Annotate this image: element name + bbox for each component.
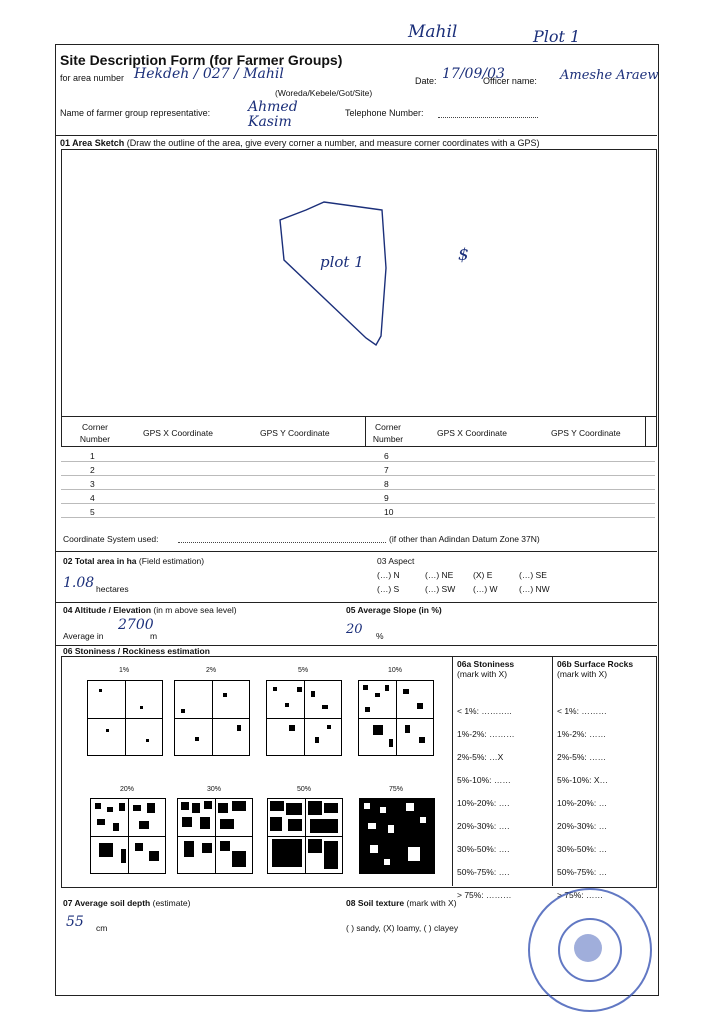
corner-1: 1: [90, 451, 95, 461]
date-value: 17/09/03: [442, 66, 505, 82]
s04-prefix: Average in: [63, 631, 104, 641]
aspect-options: [377, 570, 565, 594]
grid-label-1: 1%: [118, 667, 130, 674]
s08-header: [346, 898, 457, 908]
coord-h-y-left: GPS Y Coordinate: [260, 428, 330, 438]
rocks-2-5[interactable]: 2%-5%: ……: [557, 752, 607, 762]
s03-title: 03 Aspect: [377, 556, 415, 566]
stoniness-1-2[interactable]: 1%-2%: ………: [457, 729, 515, 739]
area-number-label: for area number: [60, 73, 125, 83]
corner-6: 6: [384, 451, 389, 461]
s07-unit: cm: [96, 923, 108, 933]
s04-header: [63, 605, 237, 615]
handwritten-site-name: Mahil: [408, 22, 458, 42]
grid-label-75: 75%: [388, 786, 403, 793]
s06a-title: 06a Stoniness: [457, 659, 515, 669]
s01-header: [60, 138, 539, 148]
s07-title: 07 Average soil depth: [63, 898, 151, 908]
corner-7: 7: [384, 465, 389, 475]
form-title: Site Description Form (for Farmer Groups): [60, 52, 343, 68]
grid-label-30: 30%: [206, 786, 221, 793]
corner-10: 10: [384, 507, 394, 517]
stone-grid-20pct: [90, 798, 166, 874]
s06a-header: [457, 659, 514, 679]
stoniness-gt75[interactable]: > 75%: ………: [457, 890, 512, 900]
s04-title: 04 Altitude / Elevation: [63, 605, 152, 615]
sketch-drawing: [62, 150, 656, 416]
handwritten-plot-name: Plot 1: [533, 27, 581, 46]
grid-label-50: 50%: [296, 786, 311, 793]
s02-title: 02 Total area in ha: [63, 556, 137, 566]
north-mark: $: [458, 245, 469, 265]
s06b-title: 06b Surface Rocks: [557, 659, 634, 669]
rocks-1-2[interactable]: 1%-2%: ……: [557, 729, 607, 739]
coord-system-note: (if other than Adindan Datum Zone 37N): [389, 534, 540, 544]
rocks-10-20[interactable]: 10%-20%: …: [557, 798, 608, 808]
coord-h-x-right: GPS X Coordinate: [437, 428, 507, 438]
grid-label-20: 20%: [119, 786, 134, 793]
telephone-label: Telephone Number:: [345, 108, 424, 118]
grid-label-10: 10%: [387, 667, 402, 674]
s05-value: 20: [346, 622, 363, 637]
s02-value: 1.08: [63, 575, 95, 591]
s01-note: (Draw the outline of the area, give every corner a number, and measure corner coordinates with a GPS): [126, 138, 540, 148]
s06b-sub: (mark with X): [557, 669, 608, 679]
stoniness-10-20[interactable]: 10%-20%: ….: [457, 798, 510, 808]
coord-h-corner-left: Corner Number: [79, 422, 111, 444]
s06-title: 06 Stoniness / Rockiness estimation: [63, 646, 210, 656]
stoniness-2-5[interactable]: 2%-5%: …X: [457, 752, 504, 762]
stoniness-50-75[interactable]: 50%-75%: ….: [457, 867, 510, 877]
s07-note: (estimate): [152, 898, 191, 908]
aspect-s[interactable]: (…) S: [377, 584, 400, 594]
s08-title: 08 Soil texture: [346, 898, 405, 908]
s08-note: (mark with X): [406, 898, 457, 908]
stone-grid-10pct: [358, 680, 434, 756]
stone-grid-50pct: [267, 798, 343, 874]
s07-header: [63, 898, 190, 908]
coord-system-field[interactable]: [178, 542, 386, 543]
stoniness-20-30[interactable]: 20%-30%: ….: [457, 821, 510, 831]
aspect-se[interactable]: (…) SE: [519, 570, 547, 580]
grid-label-5: 5%: [297, 667, 309, 674]
aspect-ne[interactable]: (…) NE: [425, 570, 454, 580]
aspect-e[interactable]: (X) E: [473, 570, 493, 580]
rocks-20-30[interactable]: 20%-30%: …: [557, 821, 608, 831]
official-stamp-icon: [528, 888, 652, 1012]
s04-unit: m: [150, 631, 158, 641]
rocks-50-75[interactable]: 50%-75%: …: [557, 867, 608, 877]
rocks-30-50[interactable]: 30%-50%: …: [557, 844, 608, 854]
aspect-n[interactable]: (…) N: [377, 570, 400, 580]
representative-value: Ahmed Kasim: [248, 99, 298, 130]
sketch-label: plot 1: [320, 253, 364, 271]
stone-grid-2pct: [174, 680, 250, 756]
corner-9: 9: [384, 493, 389, 503]
officer-label: Officer name:: [483, 76, 537, 86]
s01-title: 01 Area Sketch: [60, 138, 125, 148]
s05-unit: %: [376, 631, 384, 641]
area-number-value: Hekdeh / 027 / Mahil: [134, 66, 284, 82]
area-number-sub: (Woreda/Kebele/Got/Site): [275, 88, 373, 98]
rocks-lt1[interactable]: < 1%: ………: [557, 706, 607, 716]
stone-grid-30pct: [177, 798, 253, 874]
telephone-field[interactable]: [438, 117, 538, 118]
s05-title: 05 Average Slope (in %): [346, 605, 442, 615]
s08-options[interactable]: ( ) sandy, (X) loamy, ( ) clayey: [346, 923, 459, 933]
corner-4: 4: [90, 493, 95, 503]
s06b-header: [557, 659, 633, 679]
rocks-5-10[interactable]: 5%-10%: X…: [557, 775, 609, 785]
stone-grid-1pct: [87, 680, 163, 756]
stoniness-30-50[interactable]: 30%-50%: ….: [457, 844, 510, 854]
coord-h-corner-right: Corner Number: [372, 422, 404, 444]
coord-rows-left: [90, 449, 95, 519]
s04-note: (in m above sea level): [153, 605, 237, 615]
aspect-w[interactable]: (…) W: [473, 584, 498, 594]
coord-h-y-right: GPS Y Coordinate: [551, 428, 621, 438]
s04-value: 2700: [118, 617, 154, 633]
grid-label-2: 2%: [205, 667, 217, 674]
stoniness-options: [457, 700, 515, 907]
stoniness-lt1[interactable]: < 1%: ………..: [457, 706, 512, 716]
coord-h-x-left: GPS X Coordinate: [143, 428, 213, 438]
corner-8: 8: [384, 479, 389, 489]
representative-label: Name of farmer group representative:: [60, 108, 211, 118]
sketch-area[interactable]: [61, 149, 657, 417]
date-label: Date:: [415, 76, 437, 86]
rocks-gt75[interactable]: > 75%: ……: [557, 890, 604, 900]
corner-2: 2: [90, 465, 95, 475]
coord-rows-right: [384, 449, 393, 519]
aspect-nw[interactable]: (…) NW: [519, 584, 550, 594]
surface-rock-options: [557, 700, 608, 907]
corner-5: 5: [90, 507, 95, 517]
coord-system-label: Coordinate System used:: [63, 534, 159, 544]
officer-value: Ameshe Araew: [560, 68, 659, 83]
s02-unit: hectares: [96, 584, 129, 594]
stoniness-5-10[interactable]: 5%-10%: ……: [457, 775, 511, 785]
corner-3: 3: [90, 479, 95, 489]
stone-grid-75pct: [359, 798, 435, 874]
s07-value: 55: [66, 914, 84, 930]
s02-note: (Field estimation): [138, 556, 205, 566]
s02-header: [63, 556, 204, 566]
s06a-sub: (mark with X): [457, 669, 508, 679]
aspect-sw[interactable]: (…) SW: [425, 584, 456, 594]
stone-grid-5pct: [266, 680, 342, 756]
